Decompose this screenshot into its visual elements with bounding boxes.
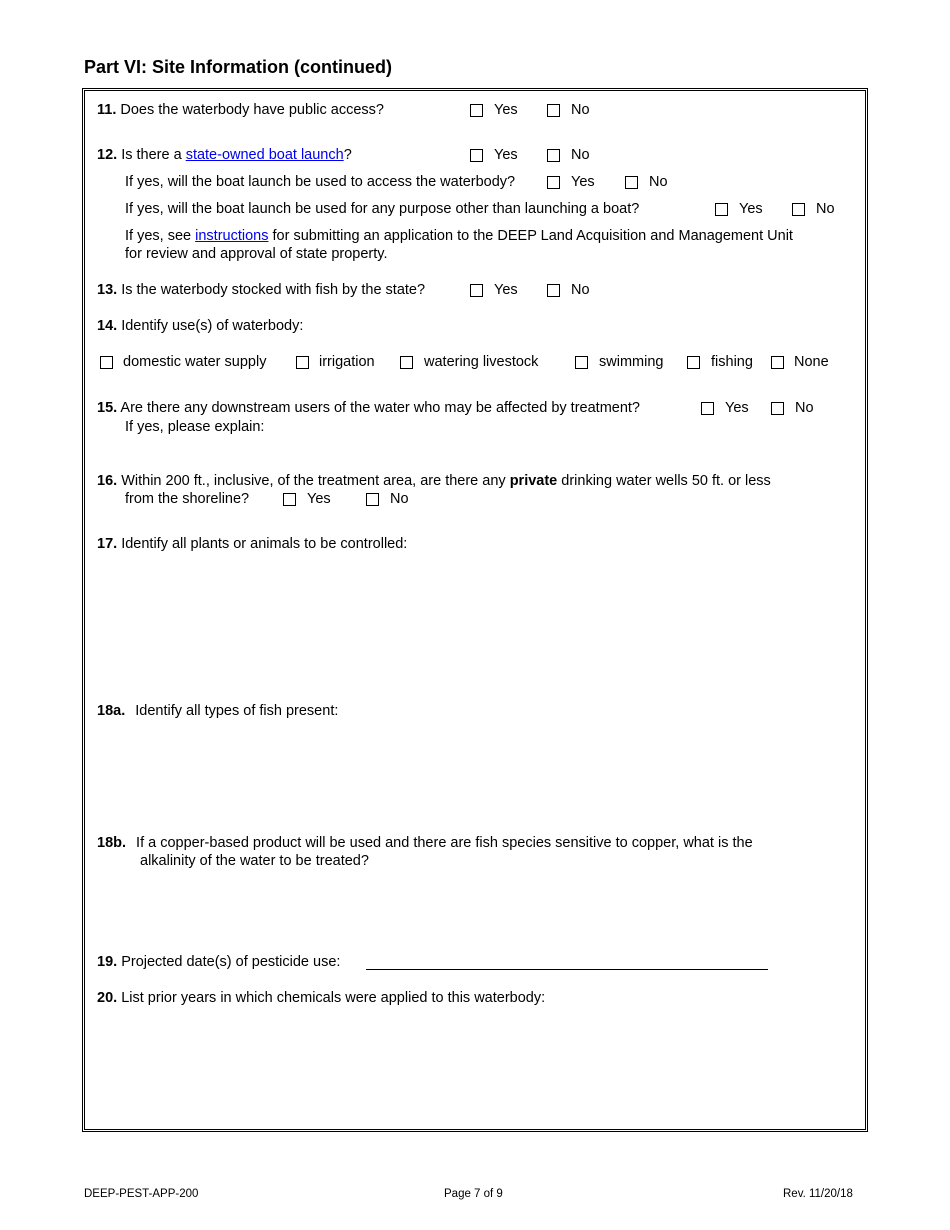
footer-revision: Rev. 11/20/18: [783, 1188, 853, 1200]
question-15: [97, 399, 640, 417]
q12-yes-checkbox[interactable]: [470, 149, 483, 162]
q17-answer-area[interactable]: [100, 556, 850, 696]
use-swimming-label: swimming: [599, 354, 664, 370]
q11-no-label: No: [571, 102, 590, 118]
question-text: List prior years in which chemicals were applied to this waterbody:: [121, 990, 546, 1006]
q16-line2: from the shoreline?: [125, 491, 250, 507]
q20-answer-area[interactable]: [100, 1012, 850, 1117]
q12-sub2-text: If yes, will the boat launch be used for any purpose other than launching a boat?: [125, 201, 640, 217]
question-text: Does the waterbody have public access?: [120, 102, 384, 118]
q12-sub3-line2: for review and approval of state property.: [125, 246, 388, 262]
question-16: [97, 472, 771, 490]
q13-yes-checkbox[interactable]: [470, 284, 483, 297]
use-irrigation-label: irrigation: [319, 354, 375, 370]
q12-sub3-text: If yes, see: [125, 228, 196, 244]
use-watering-livestock-checkbox[interactable]: [400, 356, 413, 369]
question-text: Are there any downstream users of the water who may be affected by treatment?: [120, 400, 640, 416]
q16-yes-label: Yes: [307, 491, 331, 507]
question-19: [97, 953, 340, 971]
q12-sub2-no-label: No: [816, 201, 835, 217]
q11-yes-label: Yes: [494, 102, 518, 118]
use-fishing-checkbox[interactable]: [687, 356, 700, 369]
instructions-link[interactable]: instructions: [195, 228, 269, 244]
question-14: [97, 317, 303, 335]
q18a-answer-area[interactable]: [100, 724, 850, 829]
q12-no-checkbox[interactable]: [547, 149, 560, 162]
q11-no-checkbox[interactable]: [547, 104, 560, 117]
question-number: 16.: [97, 473, 118, 489]
state-owned-boat-launch-link[interactable]: state-owned boat launch: [185, 147, 344, 163]
q12-sub1-no-label: No: [649, 174, 668, 190]
use-domestic-water-supply-label: domestic water supply: [123, 354, 267, 370]
question-text: Identify all plants or animals to be controlled:: [121, 536, 408, 552]
use-none-checkbox[interactable]: [771, 356, 784, 369]
question-number: 17.: [97, 536, 118, 552]
q12-sub2-yes-checkbox[interactable]: [715, 203, 728, 216]
question-20: [97, 989, 545, 1007]
question-number: 19.: [97, 954, 118, 970]
q16-no-label: No: [390, 491, 409, 507]
question-17: [97, 535, 407, 553]
q13-no-label: No: [571, 282, 590, 298]
question-18a: [97, 702, 338, 720]
question-number: 11.: [97, 102, 117, 118]
q12-sub1-text: If yes, will the boat launch be used to access the waterbody?: [125, 174, 516, 190]
q18b-answer-area[interactable]: [100, 874, 850, 946]
question-text: Identify use(s) of waterbody:: [121, 318, 304, 334]
q15-yes-checkbox[interactable]: [701, 402, 714, 415]
footer-form-id: DEEP-PEST-APP-200: [84, 1188, 199, 1200]
q12-no-label: No: [571, 147, 590, 163]
use-none-label: None: [794, 354, 829, 370]
q13-yes-label: Yes: [494, 282, 518, 298]
q12-sub1-yes-checkbox[interactable]: [547, 176, 560, 189]
q12-yes-label: Yes: [494, 147, 518, 163]
use-domestic-water-supply-checkbox[interactable]: [100, 356, 113, 369]
question-number: 20.: [97, 990, 118, 1006]
question-number: 18a.: [97, 703, 126, 719]
page-title: Part VI: Site Information (continued): [84, 57, 393, 77]
question-number: 13.: [97, 282, 118, 298]
question-13: [97, 281, 425, 299]
q12-sub2-no-checkbox[interactable]: [792, 203, 805, 216]
question-text: Identify all types of fish present:: [135, 703, 339, 719]
q15-no-checkbox[interactable]: [771, 402, 784, 415]
q12-sub3-text-end: for submitting an application to the DEEP Land Acquisition and Management Unit: [268, 228, 793, 244]
question-18b: [97, 834, 753, 852]
use-swimming-checkbox[interactable]: [575, 356, 588, 369]
use-irrigation-checkbox[interactable]: [296, 356, 309, 369]
question-text: Projected date(s) of pesticide use:: [121, 954, 341, 970]
q12-sub2-yes-label: Yes: [739, 201, 763, 217]
question-text-end: ?: [343, 147, 352, 163]
q11-yes-checkbox[interactable]: [470, 104, 483, 117]
question-text: If a copper-based product will be used and there are fish species sensitive to copper, what is the: [136, 835, 753, 851]
q16-yes-checkbox[interactable]: [283, 493, 296, 506]
use-watering-livestock-label: watering livestock: [424, 354, 539, 370]
question-number: 15.: [97, 400, 118, 416]
q13-no-checkbox[interactable]: [547, 284, 560, 297]
use-fishing-label: fishing: [711, 354, 753, 370]
question-text: Is there a: [121, 147, 186, 163]
q15-no-label: No: [795, 400, 814, 416]
question-text: Within 200 ft., inclusive, of the treatment area, are there any: [121, 473, 510, 489]
footer-page-number: Page 7 of 9: [444, 1188, 503, 1200]
q12-sub1-no-checkbox[interactable]: [625, 176, 638, 189]
q18b-line2: alkalinity of the water to be treated?: [140, 853, 369, 869]
question-number: 14.: [97, 318, 118, 334]
question-11: [97, 101, 384, 119]
question-text-bold: private: [509, 473, 558, 489]
question-number: 18b.: [97, 835, 127, 851]
question-text: Is the waterbody stocked with fish by the state?: [121, 282, 426, 298]
q15-line2: If yes, please explain:: [125, 419, 265, 435]
question-number: 12.: [97, 147, 118, 163]
q16-no-checkbox[interactable]: [366, 493, 379, 506]
question-text-end: drinking water wells 50 ft. or less: [557, 473, 771, 489]
question-12: [97, 146, 352, 164]
q19-date-input-line[interactable]: [366, 969, 768, 970]
q15-yes-label: Yes: [725, 400, 749, 416]
q12-sub3-line1: [125, 227, 793, 245]
q12-sub1-yes-label: Yes: [571, 174, 595, 190]
